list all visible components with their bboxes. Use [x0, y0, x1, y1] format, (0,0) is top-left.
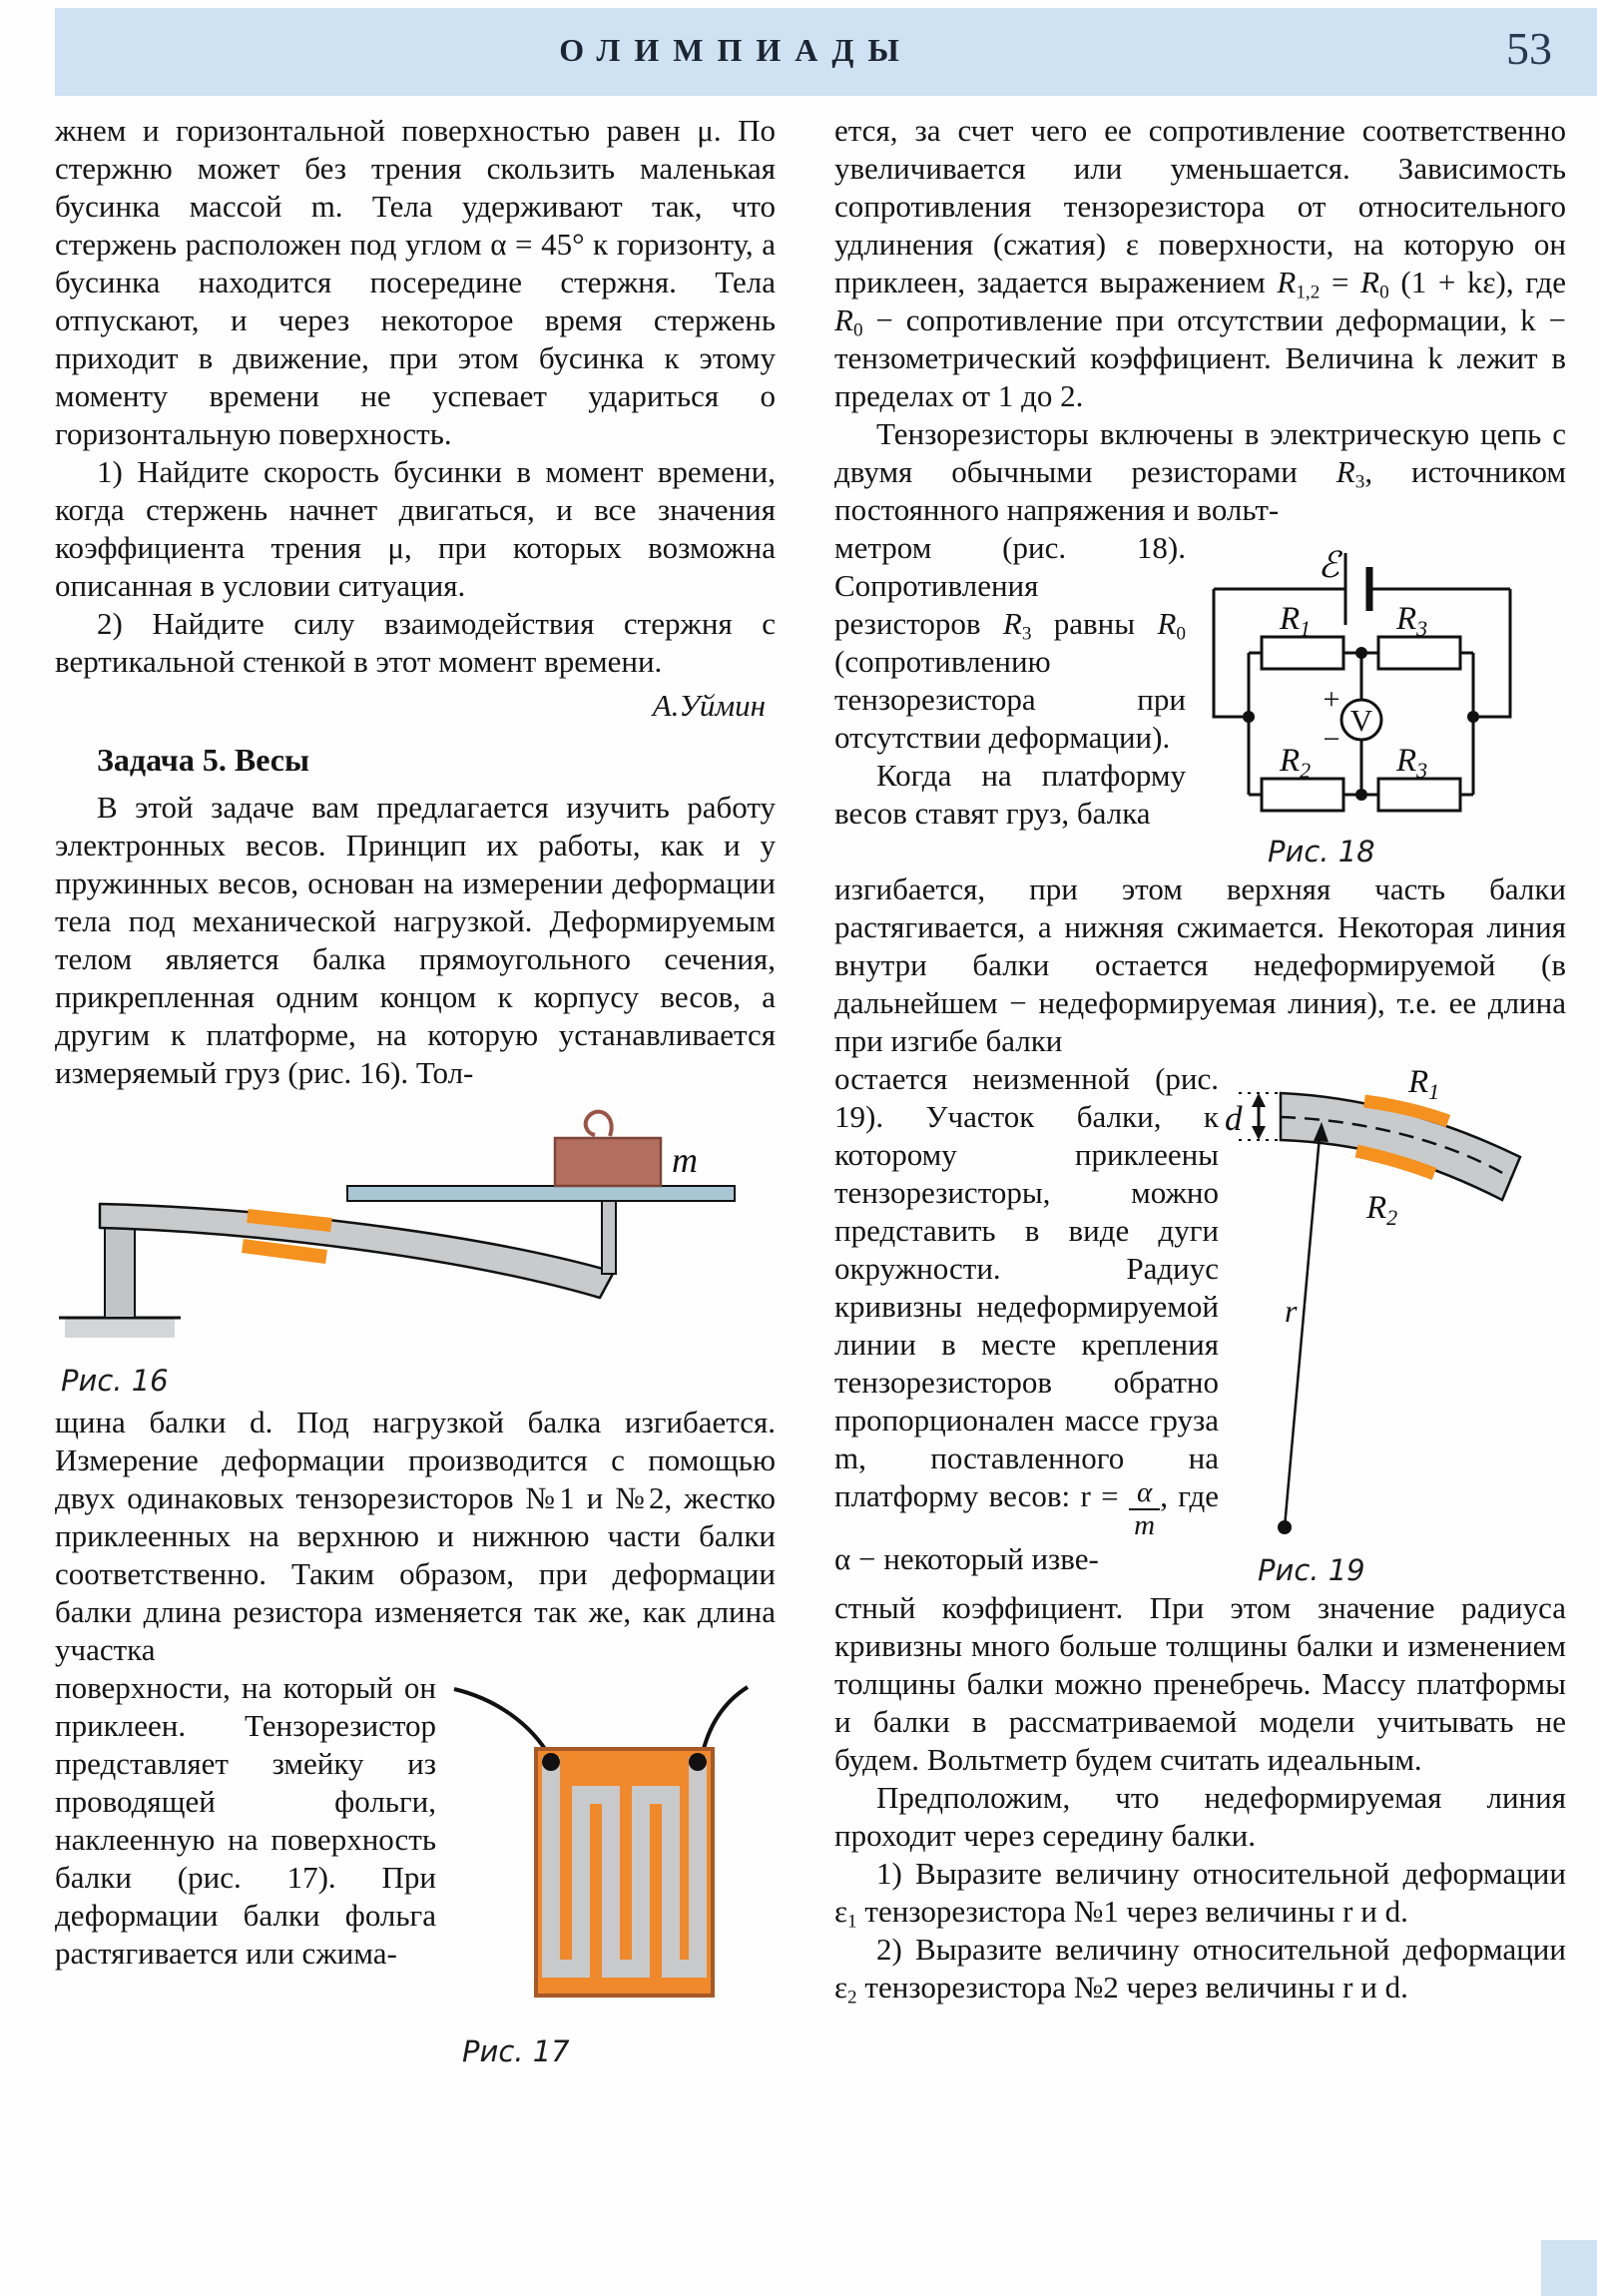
figure-16: [55, 1108, 776, 1400]
R1-label: $R_1$: [1280, 601, 1312, 641]
paragraph-task5-q2: [834, 1931, 1566, 2007]
mass-label: m: [672, 1140, 698, 1180]
voltmeter-label: V: [1349, 703, 1373, 738]
fraction-numerator: α: [1129, 1478, 1160, 1510]
text-span: тензорезистора №2 через величины r и d.: [856, 1970, 1408, 2005]
page-corner-decoration: [1541, 2240, 1597, 2296]
gauge-substrate: [536, 1749, 713, 1996]
paragraph-circuit-wide: [834, 415, 1566, 529]
figure-19: [1219, 1060, 1558, 1589]
paragraph-coefficient: стный коэффициент. При этом значение радиуса кривизны много больше толщины балки и изменением толщины балки можно пренебречь. Массу платформы и балки в рассматриваемой модели учитывать не будем. Вольтметр будем считать идеальным.: [834, 1590, 1566, 1777]
figure-17: [436, 1669, 776, 2070]
strain-gauge-diagram: [436, 1669, 776, 2028]
figure-16-caption: Рис. 16: [61, 1364, 169, 1398]
R3-top-label: $R_3$: [1396, 601, 1428, 641]
node-dot: [1355, 647, 1367, 659]
terminal-dot-right: [689, 1753, 707, 1771]
text-span: , где α − некоторый изве-: [834, 1478, 1219, 1576]
terminal-dot-left: [542, 1753, 560, 1771]
paragraph-task5-q1: [834, 1855, 1566, 1931]
lead-wire-right: [702, 1687, 748, 1757]
sub-0: 0: [1379, 282, 1389, 303]
emf-label: ℰ: [1318, 545, 1339, 585]
paragraph-beam-thickness: щина балки d. Под нагрузкой балка изгибается. Измерение деформации производится с помощью двух одинаковых тензорезисторов №1 и №2, жестко приклеенных на верхнюю и нижнюю части балки соответственно. Таким образом, при деформации балки длина резистора изменяется так же, как длина участка: [55, 1405, 776, 1667]
curvature-center-dot: [1278, 1520, 1292, 1534]
minus-sign: −: [1323, 723, 1340, 756]
d-arrow-up: [1252, 1093, 1266, 1107]
base-slab: [65, 1318, 175, 1338]
text-span: тензорезистора №1 через величины r и d.: [856, 1894, 1408, 1929]
resistor-R3bottom-box: [1378, 779, 1460, 811]
R3-bottom-label: $R_3$: [1396, 743, 1428, 783]
text-span: =: [1320, 265, 1361, 299]
text-span: (сопротивлению тензорезистора при отсутствии деформации).: [834, 644, 1186, 755]
figure-18-caption: Рис. 18: [1268, 835, 1375, 868]
paragraph-task5-intro: В этой задаче вам предлагается изучить работу электронных весов. Принцип их работы, как и у пружинных весов, основан на измерении деформации тела под механической нагрузкой. Деформируемым телом является балка прямоугольного сечения, прикрепленная одним концом к корпусу весов, а другим к платформе, на которую устанавливается измеряемый груз (рис. 16). Тол-: [55, 790, 776, 1090]
text-figure18-row: [834, 529, 1566, 870]
R2-label: $R_2$: [1280, 743, 1312, 783]
wire: [1214, 589, 1249, 717]
var-R: R: [1002, 606, 1022, 641]
bridge-circuit-diagram: [1194, 537, 1566, 829]
figure-17-caption: Рис. 17: [462, 2034, 570, 2068]
paragraph-problem4-q2: 2) Найдите силу взаимодействия стержня с вертикальной стенкой в этот момент времени.: [55, 606, 776, 679]
platform: [347, 1186, 735, 1201]
sub-0: 0: [1176, 623, 1186, 645]
fraction-alpha-over-m: [1129, 1475, 1160, 1541]
d-arrow-down: [1252, 1126, 1266, 1140]
text-span: остается неизменной (рис. 19). Участок балки, к которому приклеены тензорезисторы, можно представить в виде дуги окружности. Радиус кривизны недеформируемой линии в месте крепления тензорезисторов обратно пропорционален массе груза m, поставленного на платформу весов: r =: [834, 1061, 1219, 1513]
weight-block: [555, 1138, 661, 1186]
node-dot: [1243, 711, 1255, 723]
paragraph-load-start: Когда на платформу весов ставят груз, балка: [834, 758, 1186, 831]
R2-label: $R_2$: [1366, 1190, 1398, 1230]
var-R: R: [1157, 606, 1177, 641]
author-name: А.Уймин: [652, 688, 766, 723]
right-column: [834, 112, 1566, 2007]
weight-hook: [586, 1112, 612, 1136]
d-label: d: [1225, 1099, 1243, 1138]
circuit-wires: [1214, 589, 1510, 795]
task5-heading: Задача 5. Весы: [97, 742, 309, 778]
var-R: R: [1277, 265, 1297, 299]
paragraph-foil: поверхности, на который он приклеен. Тензорезистор представляет змейку из проводящей фольги, наклеенную на поверхность балки (рис. 17). При деформации балки фольга растягивается или сжима-: [55, 1670, 436, 1971]
paragraph-curvature: [834, 1060, 1219, 1578]
bent-beam: [100, 1204, 614, 1298]
paragraph-circuit-narrow: [834, 529, 1186, 757]
text-span: 2) Выразите величину относительной деформации ε: [834, 1932, 1566, 2005]
text-span: равны: [1031, 606, 1158, 641]
fraction-denominator: m: [1134, 1508, 1156, 1541]
left-column: [55, 112, 776, 2070]
scale-diagram: [55, 1108, 776, 1358]
paragraph-problem4-intro: жнем и горизонтальной поверхностью равен μ. По стержню может без трения скользить маленькая бусинка массой m. Тела удерживают так, что стержень расположен под углом α = 45° к горизонту, а бусинка находится посередине стержня. Тела отпускают, и через некоторое время стержень приходит в движение, при этом бусинка к этому моменту времени не успевает удариться о горизонтальную поверхность.: [55, 113, 776, 451]
paragraph-resistance: [834, 112, 1566, 415]
resistor-R3top-box: [1378, 637, 1460, 669]
sub-3: 3: [1021, 623, 1032, 645]
text-span: 1) Выразите величину относительной деформации ε: [834, 1856, 1566, 1929]
sub-1: 1: [847, 1911, 857, 1933]
resistor-R1-box: [1262, 637, 1343, 669]
text-span: (1 + kε), где: [1388, 265, 1566, 299]
text-span: ется, за счет чего ее сопротивление соответственно увеличивается или уменьшается. Зависимость сопротивления тензорезистора от относительного удлинения (сжатия) ε поверхности, на которую он приклеен, задается выражением: [834, 113, 1566, 299]
page-title: ОЛИМПИАДЫ: [559, 32, 913, 68]
lead-wire-left: [454, 1689, 550, 1757]
text-figure17-row: [55, 1669, 776, 2070]
page-number: 53: [1506, 23, 1552, 74]
sub-0: 0: [852, 319, 863, 341]
paragraph-problem4-q1: 1) Найдите скорость бусинки в момент времени, когда стержень начнет двигаться, и все значения коэффициента трения μ, при которых возможна описанная в условии ситуация.: [55, 454, 776, 603]
text-span: − сопротивление при отсутствии деформации, k − тензометрический коэффициент. Величина k лежит в пределах от 1 до 2.: [834, 302, 1566, 413]
paragraph-assumption: Предположим, что недеформируемая линия проходит через середину балки.: [834, 1780, 1566, 1853]
var-R: R: [834, 302, 853, 337]
strain-gauge-strip-top: [248, 1216, 331, 1225]
node-dot: [1467, 711, 1479, 723]
var-R: R: [1360, 265, 1380, 299]
var-R: R: [1335, 454, 1355, 489]
sub-3: 3: [1354, 471, 1365, 493]
R1-label: $R_1$: [1408, 1064, 1440, 1104]
figure-18: [1194, 529, 1566, 870]
platform-support: [602, 1200, 616, 1274]
sub-12: 1,2: [1296, 282, 1321, 303]
strain-gauge-strip-bottom: [243, 1246, 326, 1257]
node-dot: [1355, 789, 1367, 801]
narrow-text-beside-fig18: [834, 529, 1186, 833]
plus-sign: +: [1323, 683, 1340, 716]
page-header: [55, 8, 1597, 96]
text-span: метром (рис. 18). Сопротивления резисторов: [834, 530, 1186, 641]
text-span: , источником постоянного напряжения и вольт-: [834, 454, 1566, 527]
radius-line: [1285, 1136, 1320, 1527]
text-span: Тензорезисторы включены в электрическую цепь с двумя обычными резисторами: [834, 416, 1566, 489]
sub-2: 2: [847, 1987, 857, 2009]
paragraph-bending: изгибается, при этом верхняя часть балки растягивается, а нижняя сжимается. Некоторая линия внутри балки остается недеформируемой (в дальнейшем − недеформируемая линия), т.е. ее длина при изгибе балки: [834, 871, 1566, 1058]
wire: [1473, 589, 1510, 717]
r-label: r: [1285, 1293, 1298, 1329]
text-figure19-row: [834, 1060, 1566, 1589]
beam-arc-diagram: [1219, 1060, 1558, 1551]
figure-19-caption: Рис. 19: [1258, 1553, 1365, 1587]
resistor-R2-box: [1262, 779, 1343, 811]
